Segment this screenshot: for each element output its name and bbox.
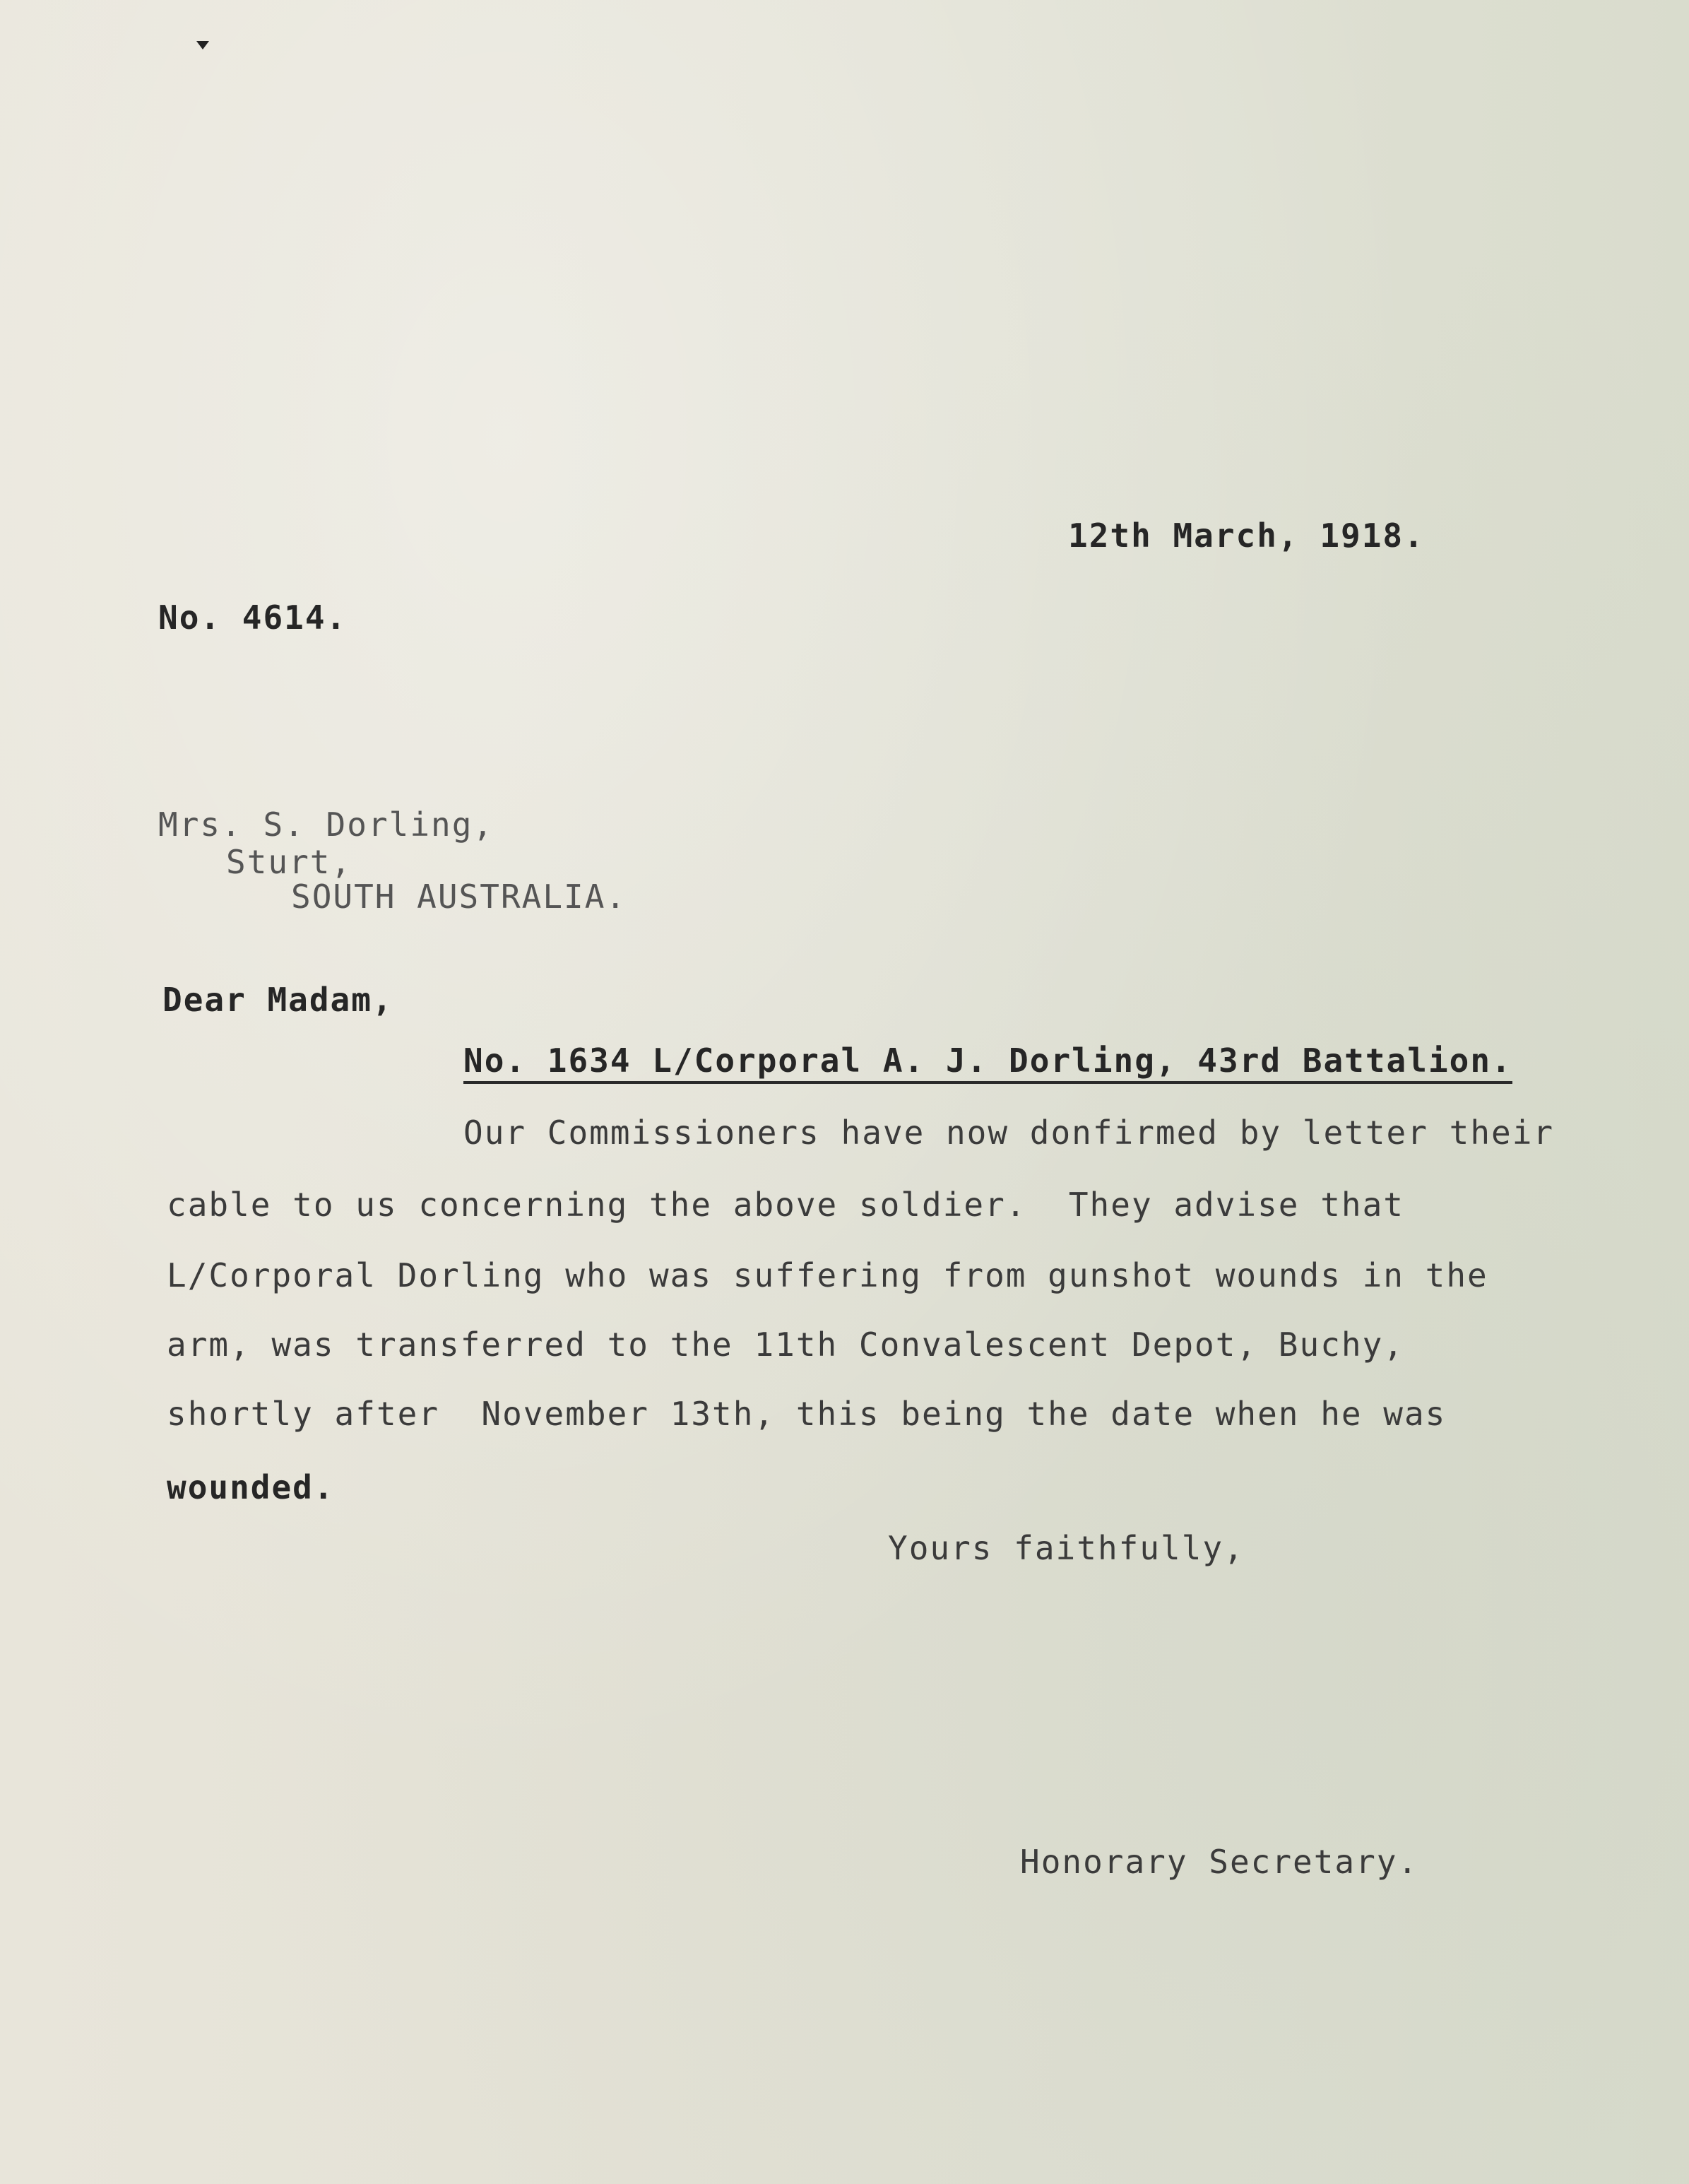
recipient-name: Mrs. S. Dorling, <box>158 805 494 844</box>
recipient-town: Sturt, <box>226 843 352 881</box>
body-line-3: L/Corporal Dorling who was suffering from gunshot wounds in the <box>167 1256 1488 1294</box>
signature-title: Honorary Secretary. <box>1020 1843 1419 1881</box>
bullet-mark-icon <box>196 41 209 49</box>
body-line-5: shortly after November 13th, this being the date when he was <box>167 1395 1447 1433</box>
closing: Yours faithfully, <box>888 1529 1245 1567</box>
recipient-state: SOUTH AUSTRALIA. <box>291 878 627 916</box>
letter-date: 12th March, 1918. <box>1068 517 1425 555</box>
body-line-6: wounded. <box>167 1468 335 1506</box>
body-line-4: arm, was transferred to the 11th Convalescent Depot, Buchy, <box>167 1326 1404 1364</box>
body-line-1: Our Commissioners have now donfirmed by letter their <box>463 1114 1555 1152</box>
reference-number: No. 4614. <box>158 598 348 637</box>
subject-line: No. 1634 L/Corporal A. J. Dorling, 43rd Battalion. <box>463 1044 1512 1084</box>
salutation: Dear Madam, <box>162 981 393 1019</box>
body-line-2: cable to us concerning the above soldier. They advise that <box>167 1186 1404 1224</box>
